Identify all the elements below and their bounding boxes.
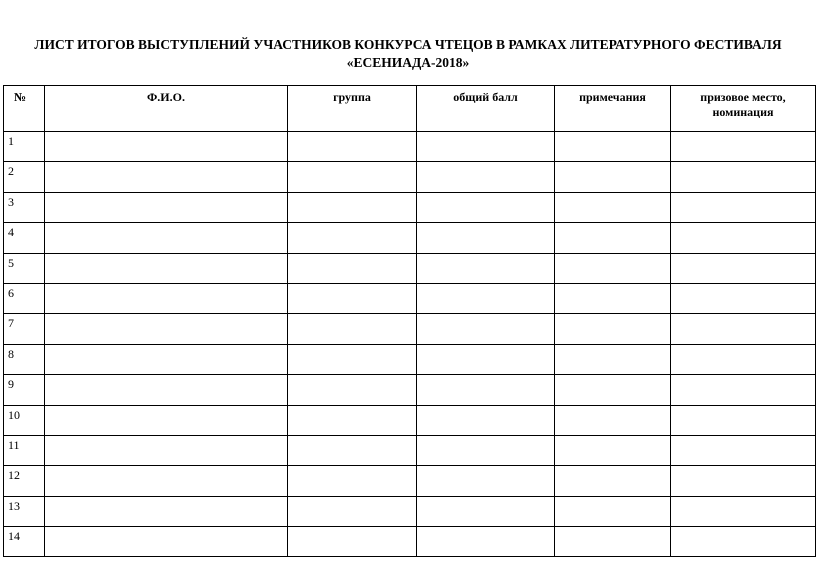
row-number: 14 (4, 527, 45, 557)
cell-name (45, 435, 288, 465)
cell-group (288, 496, 417, 526)
cell-group (288, 132, 417, 162)
document-title (0, 36, 816, 72)
row-number: 12 (4, 466, 45, 496)
header-prize-line-2: номинация (712, 105, 774, 119)
cell-total-score (417, 283, 555, 313)
header-number: № (4, 86, 45, 132)
cell-group (288, 314, 417, 344)
cell-total-score (417, 223, 555, 253)
cell-group (288, 527, 417, 557)
row-number: 10 (4, 405, 45, 435)
cell-notes (555, 132, 671, 162)
table-row (4, 162, 816, 192)
cell-notes (555, 405, 671, 435)
cell-total-score (417, 314, 555, 344)
cell-group (288, 344, 417, 374)
cell-prize (671, 132, 816, 162)
cell-prize (671, 496, 816, 526)
cell-prize (671, 314, 816, 344)
table-row (4, 405, 816, 435)
cell-name (45, 466, 288, 496)
cell-total-score (417, 405, 555, 435)
cell-group (288, 223, 417, 253)
cell-notes (555, 466, 671, 496)
table-header-row (4, 86, 816, 132)
cell-notes (555, 283, 671, 313)
cell-name (45, 192, 288, 222)
cell-group (288, 375, 417, 405)
row-number: 6 (4, 283, 45, 313)
row-number: 5 (4, 253, 45, 283)
cell-prize (671, 223, 816, 253)
document-title-line-2: «ЕСЕНИАДА-2018» (346, 55, 470, 70)
cell-group (288, 466, 417, 496)
header-prize-line-1: призовое место, (700, 90, 786, 104)
cell-notes (555, 192, 671, 222)
cell-total-score (417, 375, 555, 405)
table-row (4, 435, 816, 465)
header-total-score: общий балл (417, 86, 555, 132)
cell-name (45, 344, 288, 374)
cell-group (288, 435, 417, 465)
cell-notes (555, 253, 671, 283)
table-row (4, 223, 816, 253)
header-prize (671, 86, 816, 132)
cell-group (288, 162, 417, 192)
table-row (4, 192, 816, 222)
table-row (4, 132, 816, 162)
cell-prize (671, 253, 816, 283)
row-number: 13 (4, 496, 45, 526)
cell-notes (555, 435, 671, 465)
cell-name (45, 375, 288, 405)
cell-total-score (417, 466, 555, 496)
cell-total-score (417, 435, 555, 465)
table-row (4, 283, 816, 313)
cell-name (45, 496, 288, 526)
cell-group (288, 192, 417, 222)
cell-total-score (417, 162, 555, 192)
cell-total-score (417, 192, 555, 222)
cell-total-score (417, 132, 555, 162)
cell-prize (671, 527, 816, 557)
cell-prize (671, 344, 816, 374)
cell-prize (671, 405, 816, 435)
row-number: 4 (4, 223, 45, 253)
cell-prize (671, 375, 816, 405)
table-row (4, 253, 816, 283)
cell-prize (671, 466, 816, 496)
cell-total-score (417, 496, 555, 526)
cell-total-score (417, 253, 555, 283)
header-name: Ф.И.О. (45, 86, 288, 132)
cell-notes (555, 162, 671, 192)
cell-notes (555, 314, 671, 344)
header-notes: примечания (555, 86, 671, 132)
results-table (3, 85, 816, 557)
row-number: 11 (4, 435, 45, 465)
cell-notes (555, 375, 671, 405)
cell-name (45, 527, 288, 557)
row-number: 2 (4, 162, 45, 192)
cell-group (288, 283, 417, 313)
table-row (4, 466, 816, 496)
cell-prize (671, 435, 816, 465)
cell-prize (671, 192, 816, 222)
row-number: 8 (4, 344, 45, 374)
cell-name (45, 314, 288, 344)
cell-name (45, 405, 288, 435)
table-row (4, 496, 816, 526)
row-number: 3 (4, 192, 45, 222)
cell-notes (555, 496, 671, 526)
header-group: группа (288, 86, 417, 132)
cell-name (45, 132, 288, 162)
cell-total-score (417, 344, 555, 374)
cell-name (45, 223, 288, 253)
row-number: 7 (4, 314, 45, 344)
cell-name (45, 253, 288, 283)
cell-total-score (417, 527, 555, 557)
table-row (4, 375, 816, 405)
cell-group (288, 253, 417, 283)
table-row (4, 527, 816, 557)
row-number: 1 (4, 132, 45, 162)
cell-notes (555, 223, 671, 253)
cell-name (45, 283, 288, 313)
row-number: 9 (4, 375, 45, 405)
cell-prize (671, 283, 816, 313)
cell-name (45, 162, 288, 192)
cell-notes (555, 527, 671, 557)
cell-prize (671, 162, 816, 192)
cell-notes (555, 344, 671, 374)
table-row (4, 344, 816, 374)
cell-group (288, 405, 417, 435)
table-row (4, 314, 816, 344)
document-title-line-1: ЛИСТ ИТОГОВ ВЫСТУПЛЕНИЙ УЧАСТНИКОВ КОНКУРСА ЧТЕЦОВ В РАМКАХ ЛИТЕРАТУРНОГО ФЕСТИВАЛЯ (34, 37, 782, 52)
